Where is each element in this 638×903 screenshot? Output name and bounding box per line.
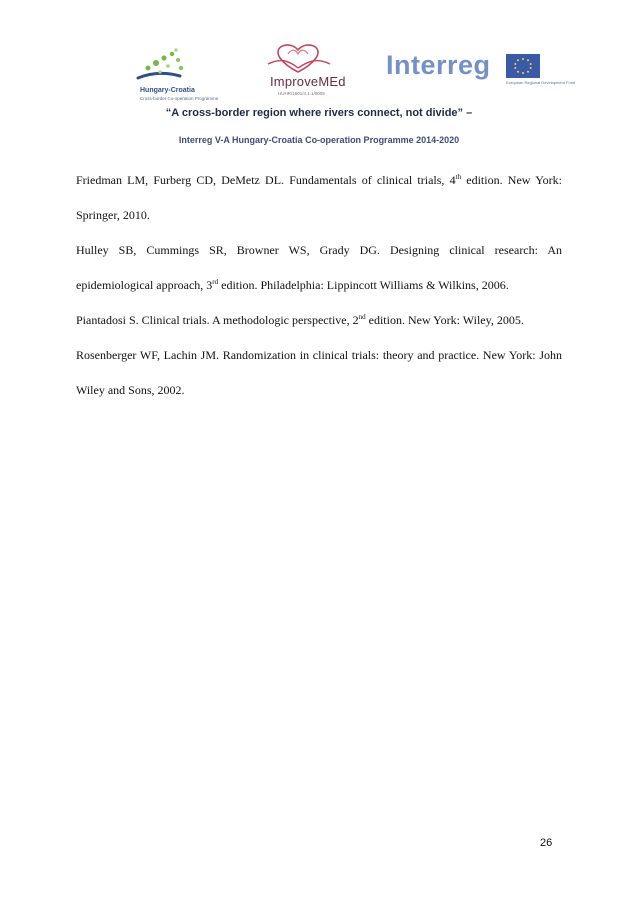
eu-flag-icon (506, 54, 540, 78)
improvemed-project-code: HUHR/1601/4.1.1/0009 (278, 91, 325, 96)
programme-name: Interreg V-A Hungary-Croatia Co-operation Programme 2014-2020 (178, 135, 460, 145)
reference-text-rest: edition. New York: Wiley, 2005. (365, 313, 524, 327)
page-header (0, 0, 638, 160)
improvemed-title: ImproveMEd (270, 74, 346, 89)
programme-slogan: “A cross-border region where rivers connect, not divide” – (165, 107, 473, 119)
ordinal-suffix: th (455, 173, 462, 181)
hungary-croatia-logo (128, 44, 246, 106)
reference-text: Piantadosi S. Clinical trials. A methodologic perspective, 2 (76, 313, 359, 327)
interreg-fund-label: European Regional Development Fund (506, 80, 576, 85)
hungary-croatia-title: Hungary-Croatia (140, 87, 195, 94)
reference-item (76, 338, 562, 408)
interreg-wordmark: Interreg (386, 50, 491, 80)
reference-text-rest: edition. Philadelphia: Lippincott Williams & Wilkins, 2006. (218, 278, 509, 292)
improvemed-logo (258, 38, 368, 104)
hungary-croatia-dots-icon (128, 44, 246, 88)
hearts-hands-icon (258, 38, 368, 74)
ordinal-suffix: rd (212, 278, 219, 286)
reference-text-rest: edition. New York: Springer, 2010. (76, 173, 562, 222)
reference-text: Rosenberger WF, Lachin JM. Randomization in clinical trials: theory and practice. New York: John Wiley and Sons, 2002. (76, 348, 562, 397)
reference-item (76, 303, 562, 338)
reference-text: Friedman LM, Furberg CD, DeMetz DL. Fundamentals of clinical trials, 4 (76, 173, 456, 187)
ordinal-suffix: nd (358, 313, 366, 321)
reference-item (76, 163, 562, 233)
interreg-logo (382, 50, 576, 100)
page-number: 26 (540, 837, 553, 849)
reference-text: Hulley SB, Cummings SR, Browner WS, Grady DG. Designing clinical research: An epidemiological approach, 3 (76, 243, 562, 292)
hungary-croatia-subtitle: Cross-border Co-operation Programme (140, 96, 219, 101)
reference-list (76, 163, 562, 408)
reference-item (76, 233, 562, 303)
